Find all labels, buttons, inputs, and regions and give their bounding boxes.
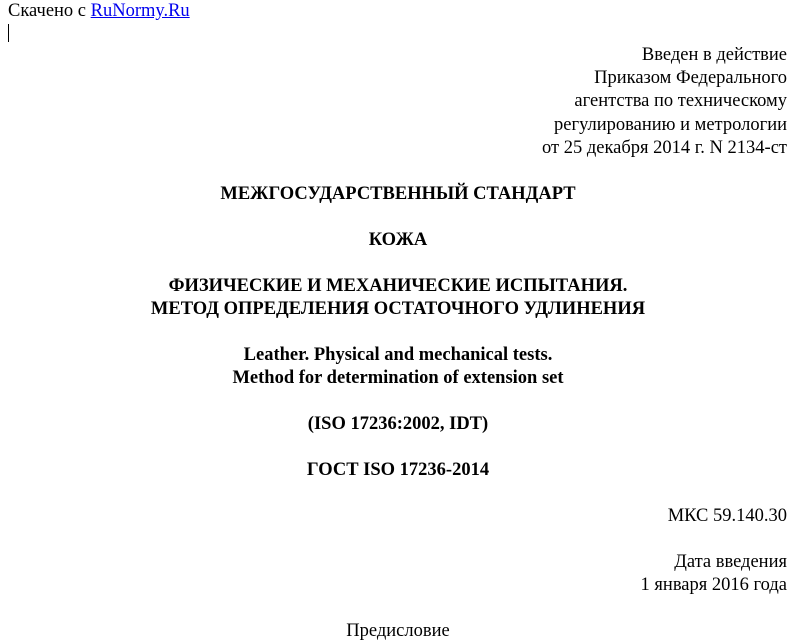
approval-line-1: Введен в действие	[641, 45, 787, 65]
iso-reference: (ISO 17236:2002, IDT)	[307, 414, 489, 434]
gost-code: ГОСТ ISO 17236-2014	[306, 460, 490, 480]
approval-line-3: агентства по техническому	[574, 91, 787, 111]
approval-line-5: от 25 декабря 2014 г. N 2134-ст	[542, 138, 787, 158]
subject-heading: КОЖА	[368, 230, 428, 250]
russian-title-line-1: ФИЗИЧЕСКИЕ И МЕХАНИЧЕСКИЕ ИСПЫТАНИЯ.	[168, 276, 628, 296]
foreword-heading: Предисловие	[346, 621, 450, 641]
english-title-line-2: Method for determination of extension set	[232, 368, 564, 388]
russian-title-line-2: МЕТОД ОПРЕДЕЛЕНИЯ ОСТАТОЧНОГО УДЛИНЕНИЯ	[150, 299, 646, 319]
download-prefix: Скачено с	[8, 1, 87, 21]
standard-type-heading: МЕЖГОСУДАРСТВЕННЫЙ СТАНДАРТ	[220, 184, 576, 204]
text-cursor	[8, 24, 9, 42]
mks-classification: МКС 59.140.30	[667, 506, 787, 526]
intro-date-label: Дата введения	[674, 552, 787, 572]
intro-date-value: 1 января 2016 года	[640, 575, 787, 595]
download-source	[8, 0, 190, 23]
approval-line-4: регулированию и метрологии	[554, 115, 787, 135]
runormy-link[interactable]: RuNormy.Ru	[90, 1, 190, 21]
approval-line-2: Приказом Федерального	[594, 68, 787, 88]
english-title-line-1: Leather. Physical and mechanical tests.	[243, 345, 553, 365]
